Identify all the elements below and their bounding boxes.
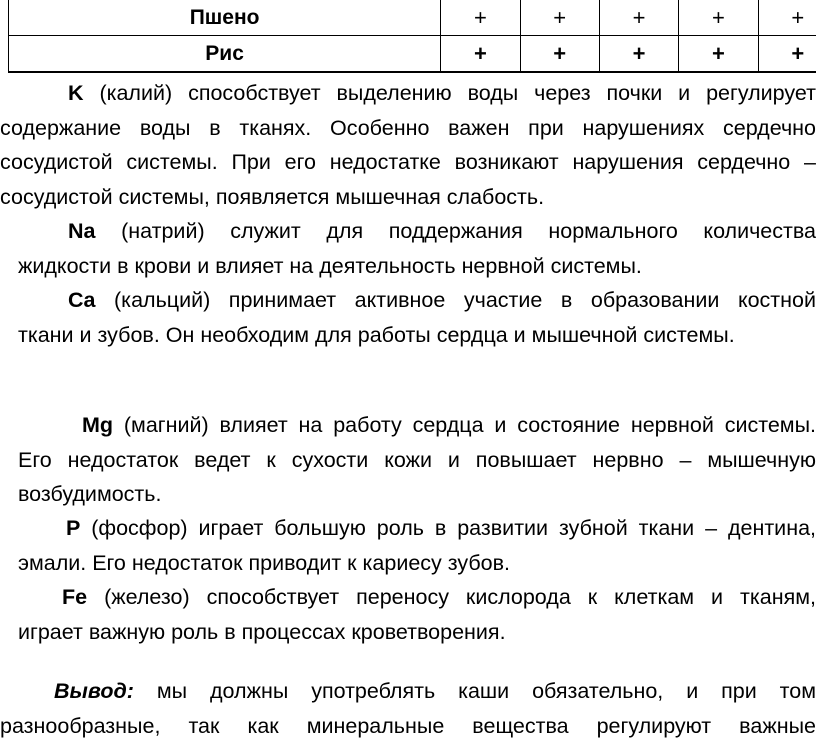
row-name-cell: Рис — [9, 36, 441, 73]
mark-cell: + — [679, 0, 758, 36]
paragraph-line: сосудистой системы. При его недостатке возникают нарушения сердечно – — [0, 150, 816, 174]
mark-cell: + — [599, 0, 678, 36]
mark-cell: + — [520, 0, 599, 36]
paragraph-calcium — [18, 283, 816, 352]
paragraph-line — [0, 674, 816, 709]
mark-cell: + — [679, 36, 758, 73]
paragraph-line: содержание воды в тканях. Особенно важен при нарушениях сердечно — [0, 115, 816, 140]
paragraph-line: возбудимость. — [18, 482, 162, 506]
line-text: (фосфор) играет большую роль в развитии зубной ткани – дентина, — [80, 516, 816, 540]
line-text: (железо) способствует переносу кислорода к клеткам и тканям, — [87, 585, 816, 609]
paragraph-magnesium — [18, 408, 816, 512]
paragraph-line — [18, 408, 816, 443]
row-name-cell: Пшено — [9, 0, 441, 36]
paragraph-iron — [18, 580, 816, 649]
element-symbol: Fe — [62, 585, 88, 609]
line-text: (кальций) принимает активное участие в образовании костной — [95, 288, 816, 312]
line-text: мы должны употреблять каши обязательно, и при том — [133, 679, 816, 703]
line-text: (магний) влияет на работу сердца и состояние нервной системы. — [113, 413, 816, 437]
paragraph-line: сосудистой системы, появляется мышечная слабость. — [0, 184, 545, 209]
mark-cell: + — [758, 0, 816, 36]
paragraph-line: ткани и зубов. Он необходим для работы сердца и мышечной системы. — [18, 322, 735, 347]
element-symbol: K — [68, 81, 84, 105]
element-symbol: Ca — [68, 288, 96, 312]
mark-cell: + — [599, 36, 678, 73]
line-text: (натрий) служит для поддержания нормального количества — [95, 219, 816, 243]
mark-cell: + — [441, 0, 520, 36]
paragraph-phosphorus — [18, 511, 816, 580]
element-symbol: Mg — [82, 413, 114, 437]
paragraph-line: Его недостаток ведет к сухости кожи и повышает нервно – мышечную — [18, 447, 816, 472]
paragraph-line: разнообразные, так как минеральные вещества регулируют важные — [0, 713, 816, 738]
mark-cell: + — [441, 36, 520, 73]
element-symbol: P — [66, 516, 81, 540]
paragraph-line: жидкости в крови и влияет на деятельность нервной системы. — [18, 253, 642, 278]
table-row — [9, 0, 816, 36]
paragraph-line: эмали. Его недостаток приводит к кариесу зубов. — [18, 550, 511, 575]
paragraph-line — [18, 214, 816, 249]
paragraph-line: играет важную роль в процессах кроветворения. — [18, 619, 506, 644]
paragraph-line — [18, 580, 816, 615]
paragraph-potassium — [0, 76, 816, 214]
mark-cell: + — [758, 36, 816, 73]
paragraph-sodium — [18, 214, 816, 283]
paragraph-line — [18, 283, 816, 318]
line-text: (калий) способствует выделению воды через почки и регулирует — [83, 81, 816, 105]
conclusion-label: Вывод: — [54, 679, 134, 703]
paragraph-conclusion — [0, 674, 816, 743]
element-symbol: Na — [68, 219, 96, 243]
table-row — [9, 36, 816, 73]
cereal-minerals-table — [8, 0, 816, 73]
paragraph-line — [18, 511, 816, 546]
mark-cell: + — [520, 36, 599, 73]
paragraph-line — [0, 76, 816, 111]
